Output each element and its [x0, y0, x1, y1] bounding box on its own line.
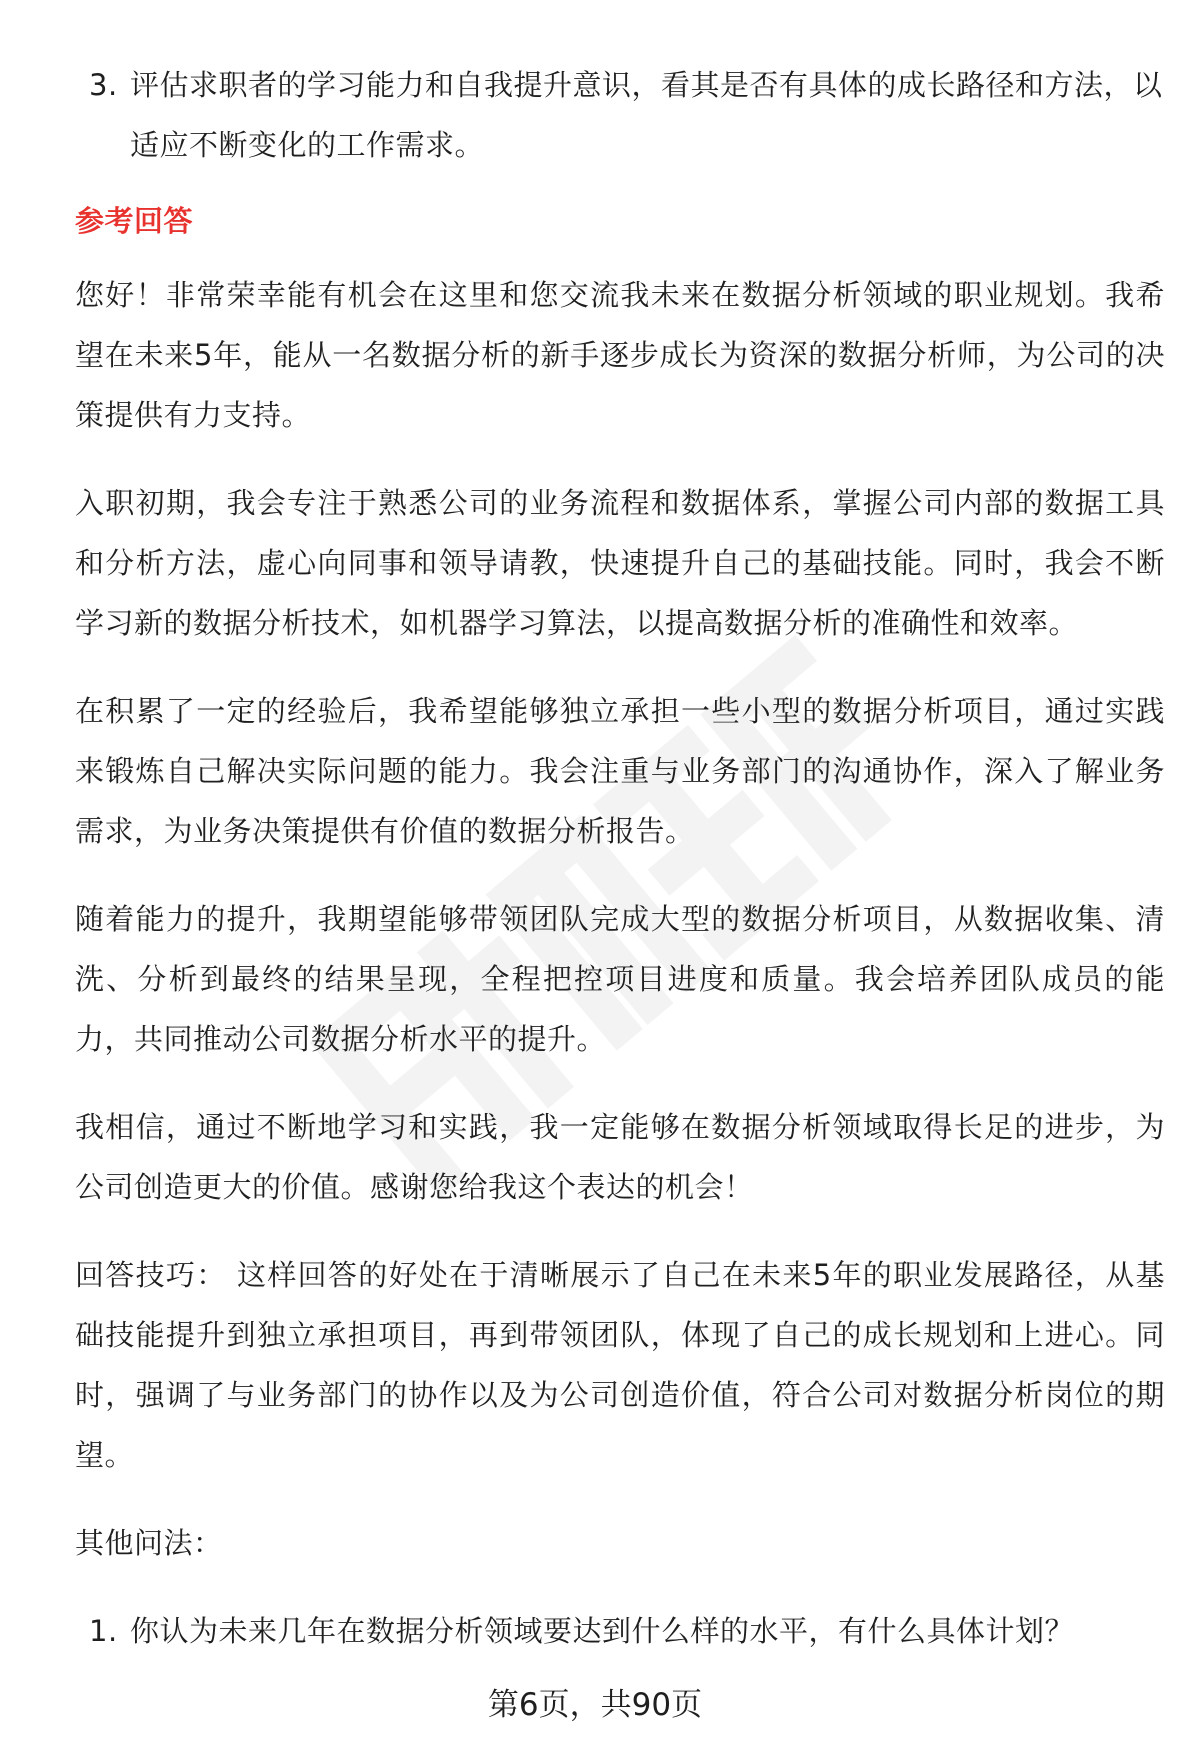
list-text: 评估求职者的学习能力和自我提升意识，看其是否有具体的成长路径和方法，以适应不断变化的工作需求。	[130, 68, 1163, 162]
section-title: 参考回答	[75, 204, 194, 238]
paragraph-tips: 回答技巧： 这样回答的好处在于清晰展示了自己在未来5年的职业发展路径，从基础技能提升到独立承担项目，再到带领团队，体现了自己的成长规划和上进心。同时，强调了与业务部门的协作以及为公司创造价值，符合公司对数据分析岗位的期望。	[75, 1258, 1165, 1472]
paragraph-5: 我相信，通过不断地学习和实践，我一定能够在数据分析领域取得长足的进步，为公司创造更大的价值。感谢您给我这个表达的机会！	[75, 1110, 1165, 1204]
paragraph-2: 入职初期，我会专注于熟悉公司的业务流程和数据体系，掌握公司内部的数据工具和分析方法，虚心向同事和领导请教，快速提升自己的基础技能。同时，我会不断学习新的数据分析技术，如机器学习算法，以提高数据分析的准确性和效率。	[75, 486, 1165, 640]
list-item-bottom	[75, 1601, 1165, 1661]
list-item-top	[75, 55, 1165, 175]
list-text: 你认为未来几年在数据分析领域要达到什么样的水平，有什么具体计划？	[130, 1614, 1075, 1648]
paragraph-4: 随着能力的提升，我期望能够带领团队完成大型的数据分析项目，从数据收集、清洗、分析到最终的结果呈现，全程把控项目进度和质量。我会培养团队成员的能力，共同推动公司数据分析水平的提升。	[75, 902, 1165, 1056]
paragraph-1: 您好！非常荣幸能有机会在这里和您交流我未来在数据分析领域的职业规划。我希望在未来5年，能从一名数据分析的新手逐步成长为资深的数据分析师，为公司的决策提供有力支持。	[75, 278, 1165, 432]
list-number: 1.	[89, 1614, 118, 1648]
document-body	[75, 55, 1165, 1661]
paragraph-3: 在积累了一定的经验后，我希望能够独立承担一些小型的数据分析项目，通过实践来锻炼自己解决实际问题的能力。我会注重与业务部门的沟通协作，深入了解业务需求，为业务决策提供有价值的数据分析报告。	[75, 694, 1165, 848]
page-footer: 第6页，共90页	[487, 1687, 703, 1723]
list-number: 3.	[89, 68, 118, 102]
paragraph-other-questions: 其他问法：	[75, 1526, 223, 1560]
